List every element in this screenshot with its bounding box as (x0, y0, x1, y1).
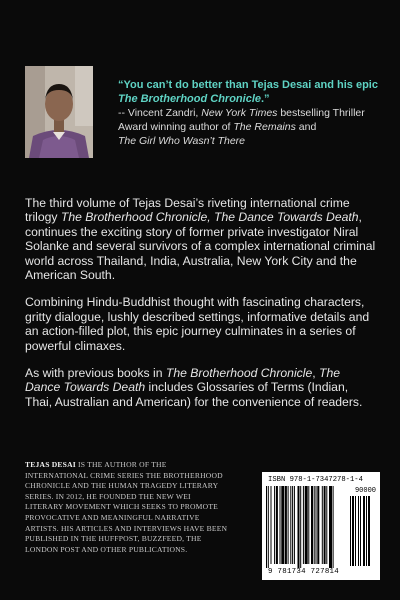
isbn-label: ISBN 978-1-7347278-1-4 (268, 476, 363, 484)
author-name: TEJAS DESAI (25, 460, 76, 469)
barcode-addon-bars (350, 496, 376, 566)
description-paragraph-3: As with previous books in The Brotherhood Chronicle, The Dance Towards Death includes Glossaries of Terms (Indian, Thai, Australian and American) for the convenience of readers. (25, 366, 363, 409)
review-quote: “You can’t do better than Tejas Desai and his epic The Brotherhood Chronicle.” (118, 79, 378, 105)
barcode-digits: 9 781734 727814 (268, 568, 340, 576)
review-attribution: -- Vincent Zandri, New York Times bestselling Thriller Award winning author of The Remains and The Girl Who Wasn’t There (118, 107, 365, 147)
barcode-bars (266, 486, 350, 568)
book-description (25, 196, 377, 422)
author-bio: TEJAS DESAI IS THE AUTHOR OF THE INTERNATIONAL CRIME SERIES THE BROTHERHOOD CHRONICLE AND THE HUMAN TRAGEDY LITERARY SERIES. IN 2012, HE FOUNDED THE NEW WEI LITERARY MOVEMENT WHICH SEEKS TO PROMOTE PROVOCATIVE AND MEANINGFUL NARRATIVE ARTISTS. HIS ARTICLES AND INTERVIEWS HAVE BEEN PUBLISHED IN THE HUFFPOST, BUZZFEED, THE LONDON POST AND OTHER PUBLICATIONS. (25, 460, 228, 554)
description-paragraph-2: Combining Hindu-Buddhist thought with fascinating characters, gritty dialogue, lushly described settings, informative details and an action-filled plot, this epic journey culminates in a series of powerful climaxes. (25, 295, 370, 353)
barcode-addon: 90000 (354, 487, 376, 495)
description-paragraph-1: The third volume of Tejas Desai’s riveting international crime trilogy The Brotherhood Chronicle, The Dance Towards Death, continues the exciting story of former private investigator Niral Solanke and several survivors of a complex international criminal world across Thailand, India, Australia, New York City and the American South. (25, 196, 376, 283)
author-photo (25, 66, 93, 158)
review-blurb (118, 78, 383, 148)
isbn-barcode (262, 472, 380, 580)
